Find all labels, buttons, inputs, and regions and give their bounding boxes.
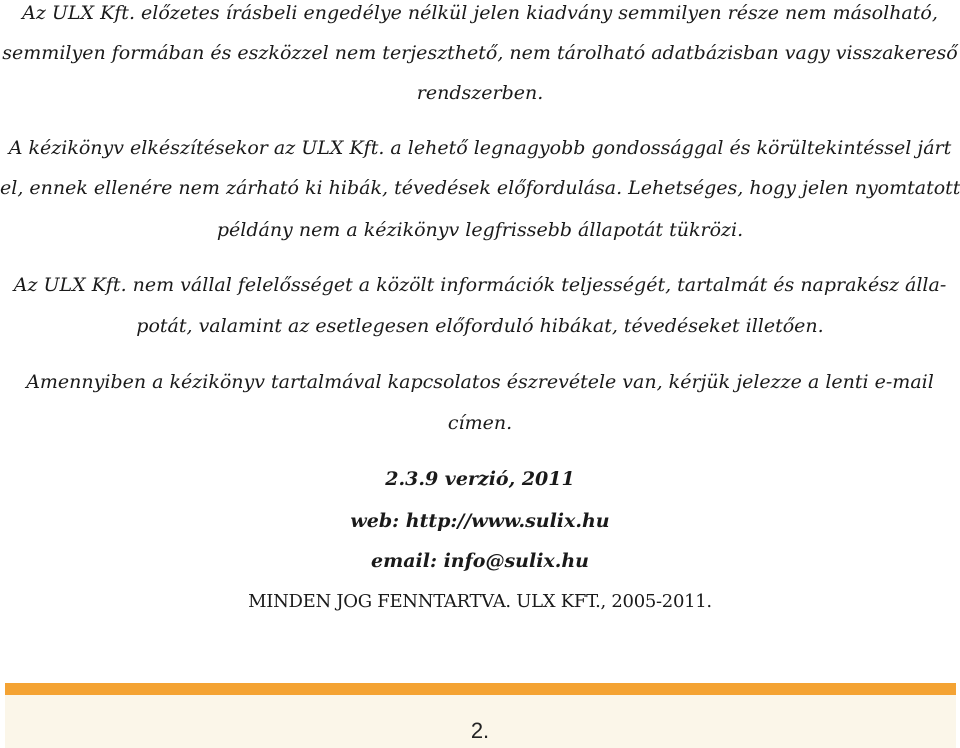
liability-notice-line-1: Az ULX Kft. nem vállal felelősséget a közölt információk teljességét, tartalmát és naprakész álla- <box>13 274 947 296</box>
care-notice-line-2: el, ennek ellenére nem zárható ki hibák, tévedések előfordulása. Lehetséges, hogy jelen nyomtatott <box>0 177 960 199</box>
care-notice-line-3: példány nem a kézikönyv legfrissebb állapotát tükrözi. <box>216 219 744 241</box>
copy-notice-line-1: Az ULX Kft. előzetes írásbeli engedélye nélkül jelen kiadvány semmilyen része nem másolható, <box>22 2 938 24</box>
email-address: email: info@sulix.hu <box>371 550 589 572</box>
copy-notice-line-2: semmilyen formában és eszközzel nem terjeszthető, nem tárolható adatbázisban vagy visszakereső <box>2 42 958 64</box>
feedback-notice-line-2: címen. <box>447 412 513 434</box>
all-rights-reserved: MINDEN JOG FENNTARTVA. ULX KFT., 2005-2011. <box>248 591 712 612</box>
page-number: 2. <box>470 718 490 743</box>
care-notice-line-1: A kézikönyv elkészítésekor az ULX Kft. a lehető legnagyobb gondossággal és körültekintéssel járt <box>8 137 952 159</box>
version-info: 2.3.9 verzió, 2011 <box>385 468 575 490</box>
liability-notice-line-2: potát, valamint az esetlegesen előforduló hibákat, tévedéseket illetően. <box>136 315 824 337</box>
copy-notice-line-3: rendszerben. <box>416 82 544 104</box>
feedback-notice-line-1: Amennyiben a kézikönyv tartalmával kapcsolatos észrevétele van, kérjük jelezze a lenti e-mail <box>26 371 934 393</box>
web-address: web: http://www.sulix.hu <box>350 510 610 532</box>
footer-accent-bar <box>5 683 956 695</box>
